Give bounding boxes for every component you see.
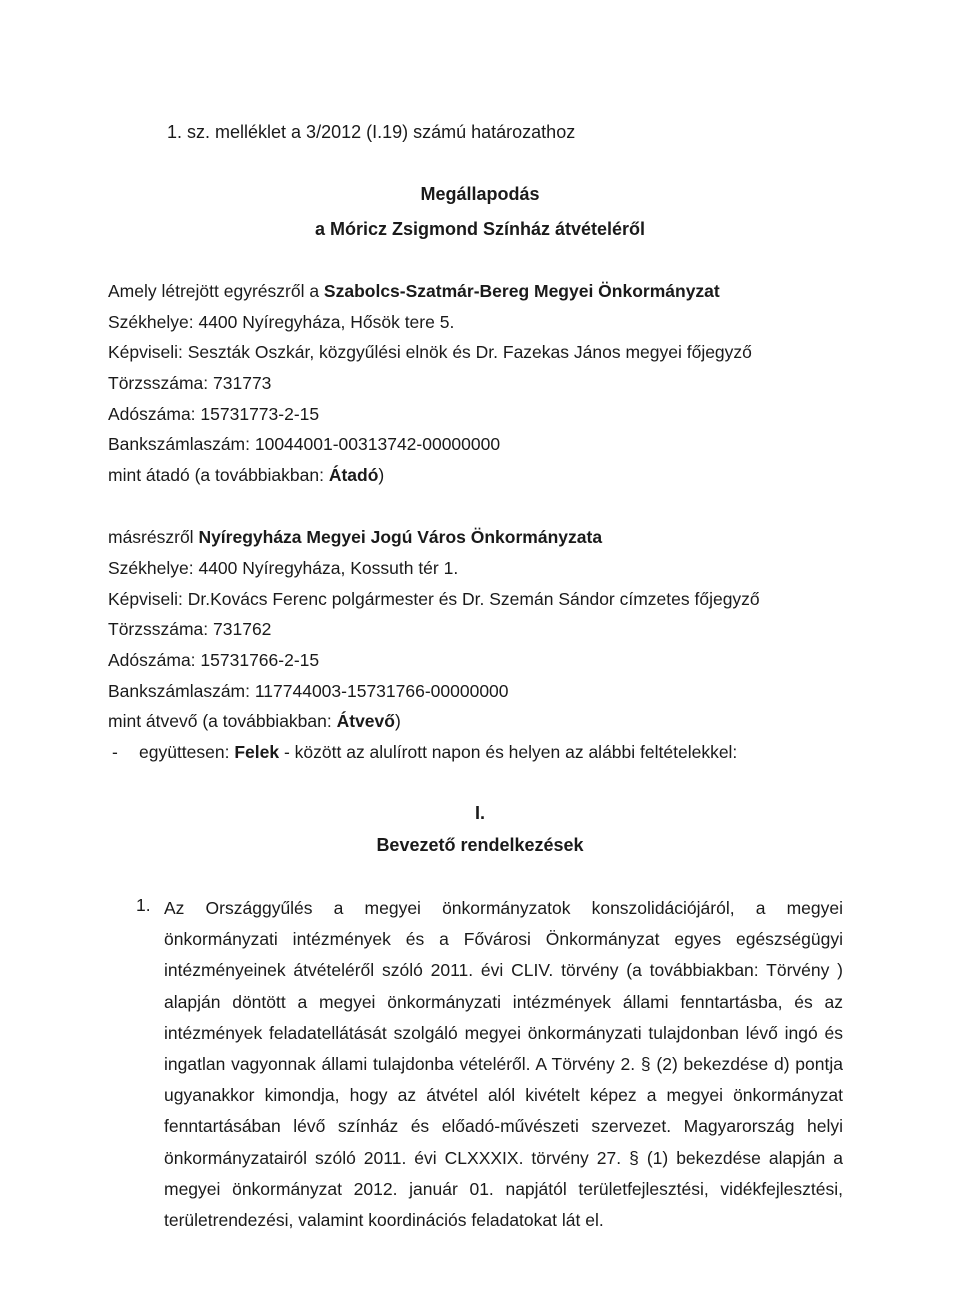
party1-intro bbox=[108, 281, 720, 302]
joint-dash: - bbox=[112, 742, 118, 762]
annex-header: 1. sz. melléklet a 3/2012 (I.19) számú határozathoz bbox=[167, 122, 576, 142]
party2-role-suffix: ) bbox=[394, 711, 401, 731]
document-title: Megállapodás bbox=[420, 184, 540, 204]
party1-representative: Képviseli: Seszták Oszkár, közgyűlési elnök és Dr. Fazekas János megyei főjegyző bbox=[108, 342, 752, 362]
party2-role-prefix: mint átvevő (a továbbiakban: bbox=[108, 711, 337, 731]
party2-intro-prefix: másrészről bbox=[108, 527, 199, 547]
party1-role-name: Átadó bbox=[328, 465, 379, 485]
paragraph-text: Az Országgyűlés a megyei önkormányzatok konszolidációjáról, a megyei önkormányzati intézmények és a Fővárosi Önkormányzat egyes egészségügyi intézményeinek átvételéről szóló 2011. évi CLIV. törvény (a továbbiakban: Törvény ) alapján döntött a megyei önkormányzati intézmények állami fenntartásba, és az intézmények feladatellátását szolgáló megyei önkormányzati tulajdonban lévő ingó és ingatlan vagyonnak állami tulajdonba vételéről. A Törvény 2. § (2) bekezdése d) pontja ugyanakkor kimondja, hogy az átvétel alól kivételt képez a megyei önkormányzat fenntartásában lévő színház és előadó-művészeti szervezet. Magyarország helyi önkormányzatairól szóló 2011. évi CLXXXIX. törvény 27. § (1) bekezdése alapján a megyei önkormányzat 2012. január 01. napjától területfejlesztési, vidékfejlesztési, területrendezési, valamint koordinációs feladatokat lát el. bbox=[164, 898, 843, 1231]
party1-intro-prefix: Amely létrejött egyrészről a bbox=[108, 281, 324, 301]
joint-prefix: együttesen: bbox=[139, 742, 235, 762]
party2-role-name: Átvevő bbox=[336, 711, 395, 731]
section-number: I. bbox=[474, 803, 485, 823]
party2-role bbox=[108, 711, 401, 732]
section-title: Bevezető rendelkezések bbox=[376, 835, 584, 855]
document-subtitle: a Móricz Zsigmond Színház átvételéről bbox=[314, 219, 646, 239]
party2-tax: Adószáma: 15731766-2-15 bbox=[108, 650, 320, 670]
party2-intro bbox=[108, 527, 602, 548]
party2-name: Nyíregyháza Megyei Jogú Város Önkormányzata bbox=[198, 527, 603, 547]
joint-name: Felek bbox=[234, 742, 280, 762]
joint-statement bbox=[139, 742, 737, 763]
party1-seat: Székhelye: 4400 Nyíregyháza, Hősök tere 5. bbox=[108, 312, 455, 332]
party1-role bbox=[108, 465, 384, 486]
party1-role-suffix: ) bbox=[378, 465, 385, 485]
party2-registry: Törzsszáma: 731762 bbox=[108, 619, 272, 639]
party1-tax: Adószáma: 15731773-2-15 bbox=[108, 404, 320, 424]
party2-bank: Bankszámlaszám: 117744003-15731766-00000000 bbox=[108, 681, 509, 701]
paragraph-number: 1. bbox=[136, 895, 151, 915]
party1-registry: Törzsszáma: 731773 bbox=[108, 373, 272, 393]
party2-representative: Képviseli: Dr.Kovács Ferenc polgármester és Dr. Szemán Sándor címzetes főjegyző bbox=[108, 589, 760, 609]
party1-name: Szabolcs-Szatmár-Bereg Megyei Önkormányzat bbox=[323, 281, 720, 301]
party2-seat: Székhelye: 4400 Nyíregyháza, Kossuth tér 1. bbox=[108, 558, 459, 578]
joint-suffix: - között az alulírott napon és helyen az alábbi feltételekkel: bbox=[279, 742, 738, 762]
party1-role-prefix: mint átadó (a továbbiakban: bbox=[108, 465, 329, 485]
party1-bank: Bankszámlaszám: 10044001-00313742-00000000 bbox=[108, 434, 501, 454]
